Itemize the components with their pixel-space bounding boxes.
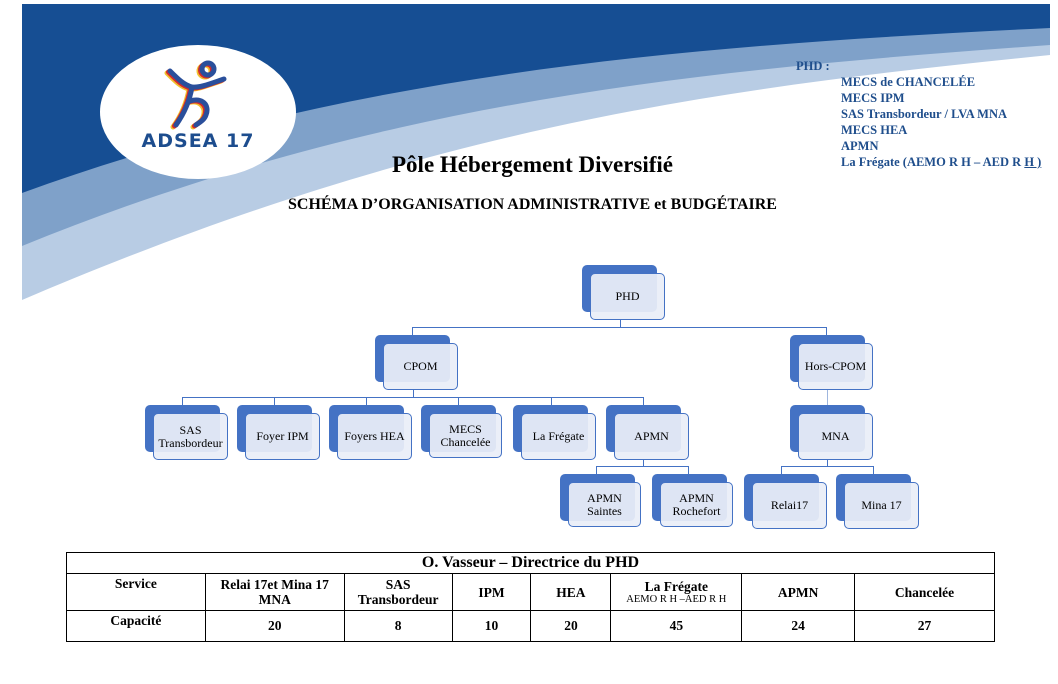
connector xyxy=(596,466,689,467)
table-header-row xyxy=(67,574,995,611)
org-node-apmn xyxy=(606,405,689,460)
list-item: APMN xyxy=(841,139,879,153)
connector xyxy=(620,320,621,327)
column-header xyxy=(611,574,742,611)
row-label-capacite: Capacité xyxy=(67,611,206,642)
table-cell: 8 xyxy=(344,611,452,642)
org-node-foyers-hea xyxy=(329,405,412,460)
table-row xyxy=(67,611,995,642)
table-cell: 27 xyxy=(855,611,995,642)
org-node-foyer-ipm xyxy=(237,405,320,460)
column-header-name: La Frégate xyxy=(644,579,708,594)
connector xyxy=(873,466,874,474)
node-label: APMN Saintes xyxy=(568,482,641,527)
node-label: La Frégate xyxy=(521,413,596,460)
connector xyxy=(827,390,828,405)
node-label: PHD xyxy=(590,273,665,320)
list-item: MECS HEA xyxy=(841,123,908,137)
page-title: Pôle Hébergement Diversifié xyxy=(392,152,673,177)
node-label: SAS Transbordeur xyxy=(153,413,228,460)
capacity-table xyxy=(66,552,995,642)
node-label: Foyers HEA xyxy=(337,413,412,460)
org-node-phd xyxy=(582,265,665,320)
node-label: Foyer IPM xyxy=(245,413,320,460)
node-label: APMN Rochefort xyxy=(660,482,733,527)
column-header: APMN xyxy=(742,574,855,611)
table-cell: 45 xyxy=(611,611,742,642)
connector xyxy=(596,466,597,474)
connector xyxy=(412,327,413,335)
connector xyxy=(458,397,459,405)
connector xyxy=(182,397,183,405)
column-header-sub: AEMO R H –AED R H xyxy=(626,594,727,605)
org-node-sas-transbordeur xyxy=(145,405,228,460)
connector xyxy=(551,397,552,405)
list-item: MECS IPM xyxy=(841,91,905,105)
connector xyxy=(366,397,367,405)
node-label: APMN xyxy=(614,413,689,460)
org-node-mina17 xyxy=(836,474,919,529)
table-title: O. Vasseur – Directrice du PHD xyxy=(67,553,995,574)
node-label: MNA xyxy=(798,413,873,460)
connector xyxy=(413,390,414,397)
connector xyxy=(688,466,689,474)
list-item: MECS de CHANCELÉE xyxy=(841,75,976,89)
table-cell: 10 xyxy=(452,611,531,642)
underlined-suffix: H ) xyxy=(1024,155,1042,169)
column-header: Relai 17et Mina 17 MNA xyxy=(205,574,344,611)
table-cell: 20 xyxy=(205,611,344,642)
phd-services-list xyxy=(796,58,1041,170)
connector xyxy=(826,327,827,335)
page-subtitle: SCHÉMA D’ORGANISATION ADMINISTRATIVE et BUDGÉTAIRE xyxy=(288,196,777,213)
list-item-text: La Frégate (AEMO R H – AED R xyxy=(841,155,1025,169)
org-node-mna xyxy=(790,405,873,460)
org-node-hors-cpom xyxy=(790,335,873,390)
org-node-relai17 xyxy=(744,474,827,529)
org-node-apmn-saintes xyxy=(560,474,643,529)
running-figure-icon xyxy=(162,57,232,131)
adsea-logo xyxy=(100,45,296,179)
table-cell: 20 xyxy=(531,611,611,642)
list-item xyxy=(841,154,1041,170)
phd-list-label: PHD : xyxy=(796,59,830,73)
node-label: Hors-CPOM xyxy=(798,343,873,390)
table-cell: 24 xyxy=(742,611,855,642)
column-header: IPM xyxy=(452,574,531,611)
connector xyxy=(412,327,827,328)
connector xyxy=(643,397,644,405)
connector xyxy=(781,466,874,467)
logo-text: ADSEA 17 xyxy=(141,130,255,152)
org-node-mecs-chancelee xyxy=(421,405,504,460)
connector xyxy=(274,397,275,405)
column-header: HEA xyxy=(531,574,611,611)
column-header: SAS Transbordeur xyxy=(344,574,452,611)
column-header: Chancelée xyxy=(855,574,995,611)
list-item: SAS Transbordeur / LVA MNA xyxy=(841,107,1008,121)
connector xyxy=(182,397,644,398)
org-node-la-fregate xyxy=(513,405,596,460)
node-label: Relai17 xyxy=(752,482,827,529)
org-node-cpom xyxy=(375,335,458,390)
org-node-apmn-rochefort xyxy=(652,474,735,529)
node-label: CPOM xyxy=(383,343,458,390)
node-label: Mina 17 xyxy=(844,482,919,529)
connector xyxy=(781,466,782,474)
node-label: MECS Chancelée xyxy=(429,413,502,458)
row-label-service: Service xyxy=(67,574,206,611)
